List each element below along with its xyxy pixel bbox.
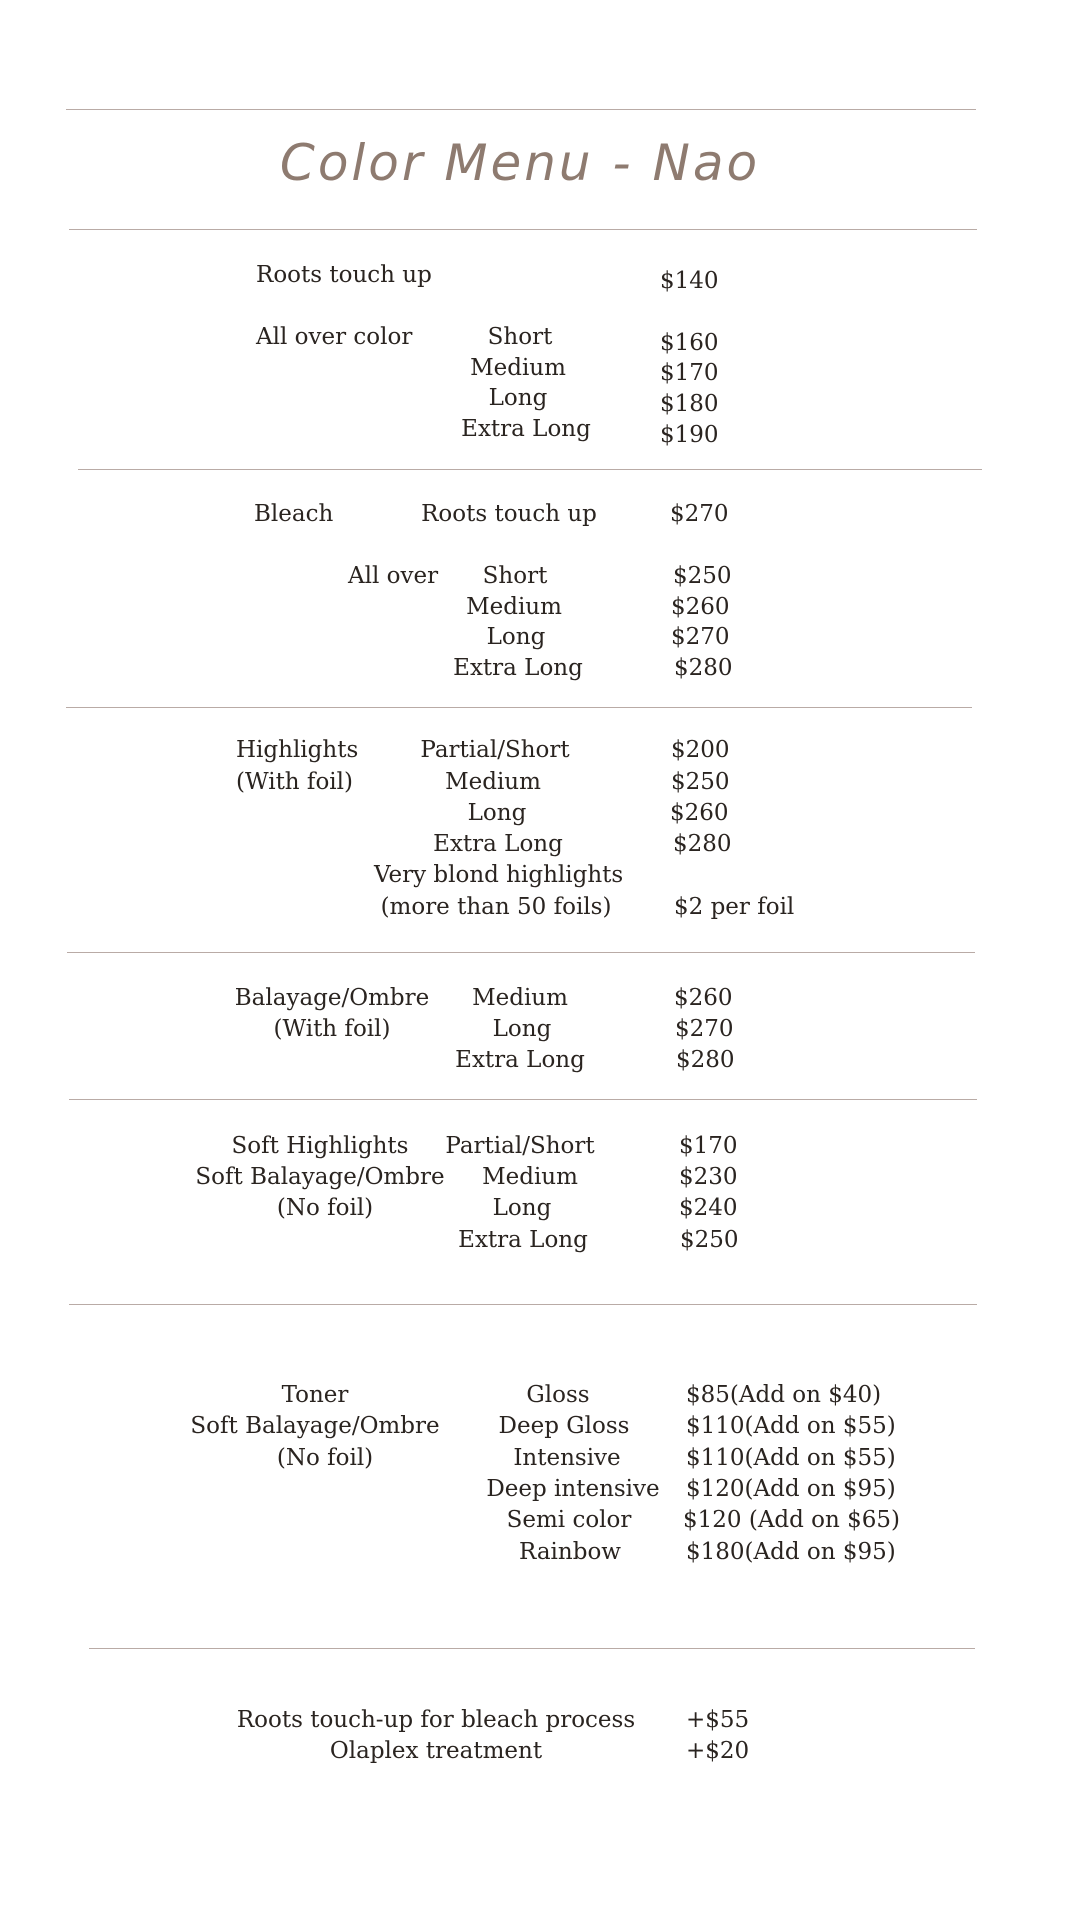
section-divider bbox=[69, 1304, 977, 1305]
highlights-price: $280 bbox=[673, 831, 732, 857]
title-bottom-rule bbox=[69, 229, 977, 230]
toner-price: $120 (Add on $65) bbox=[683, 1507, 901, 1533]
toner-price: $85(Add on $40) bbox=[686, 1382, 882, 1408]
toner-option: Deep Gloss bbox=[498, 1413, 630, 1439]
all-over-color-length: Extra Long bbox=[461, 416, 591, 442]
all-over-color-length: Medium bbox=[470, 355, 566, 381]
all-over-color-price: $170 bbox=[660, 360, 719, 386]
balayage-label: (With foil) bbox=[273, 1016, 391, 1042]
balayage-option: Medium bbox=[472, 985, 568, 1011]
toner-option: Gloss bbox=[526, 1382, 590, 1408]
bleach-label: Bleach bbox=[254, 501, 334, 527]
section-divider bbox=[69, 1099, 977, 1100]
balayage-price: $280 bbox=[676, 1047, 735, 1073]
very-blond-label: Very blond highlights bbox=[374, 862, 624, 888]
addon-price: +$20 bbox=[686, 1738, 750, 1764]
highlights-price: $260 bbox=[670, 800, 729, 826]
very-blond-price: $2 per foil bbox=[674, 894, 795, 920]
all-over-color-label: All over color bbox=[256, 324, 413, 350]
bleach-length: Short bbox=[482, 563, 548, 589]
balayage-price: $270 bbox=[675, 1016, 734, 1042]
all-over-color-length: Short bbox=[487, 324, 553, 350]
toner-price: $110(Add on $55) bbox=[686, 1413, 896, 1439]
soft-highlights-price: $170 bbox=[679, 1133, 738, 1159]
addon-label: Olaplex treatment bbox=[329, 1738, 543, 1764]
all-over-color-price: $180 bbox=[660, 391, 719, 417]
toner-price: $110(Add on $55) bbox=[686, 1445, 896, 1471]
all-over-color-length: Long bbox=[488, 385, 548, 411]
toner-price: $120(Add on $95) bbox=[686, 1476, 896, 1502]
highlights-price: $200 bbox=[671, 737, 730, 763]
bleach-price: $250 bbox=[673, 563, 732, 589]
highlights-price: $250 bbox=[671, 769, 730, 795]
toner-label: Soft Balayage/Ombre bbox=[190, 1413, 440, 1439]
bleach-length: Medium bbox=[466, 594, 562, 620]
toner-option: Semi color bbox=[506, 1507, 632, 1533]
bleach-roots-price: $270 bbox=[670, 501, 729, 527]
soft-highlights-option: Medium bbox=[482, 1164, 578, 1190]
soft-highlights-option: Long bbox=[492, 1195, 552, 1221]
bleach-all-over-label: All over bbox=[348, 563, 439, 589]
toner-label: (No foil) bbox=[276, 1445, 374, 1471]
highlights-option: Medium bbox=[445, 769, 541, 795]
roots-touch-up-label: Roots touch up bbox=[256, 262, 432, 288]
section-divider bbox=[89, 1648, 975, 1649]
toner-label: Toner bbox=[281, 1382, 349, 1408]
toner-option: Rainbow bbox=[519, 1539, 621, 1565]
balayage-price: $260 bbox=[674, 985, 733, 1011]
very-blond-label: (more than 50 foils) bbox=[380, 894, 612, 920]
soft-highlights-price: $240 bbox=[679, 1195, 738, 1221]
highlights-option: Extra Long bbox=[433, 831, 563, 857]
toner-price: $180(Add on $95) bbox=[686, 1539, 896, 1565]
highlights-label: (With foil) bbox=[236, 769, 353, 795]
section-divider bbox=[66, 707, 972, 708]
title-top-rule bbox=[66, 109, 976, 110]
section-divider bbox=[67, 952, 975, 953]
bleach-price: $280 bbox=[674, 655, 733, 681]
soft-highlights-label: Soft Balayage/Ombre bbox=[195, 1164, 445, 1190]
addon-label: Roots touch-up for bleach process bbox=[236, 1707, 636, 1733]
addon-price: +$55 bbox=[686, 1707, 750, 1733]
soft-highlights-option: Extra Long bbox=[458, 1227, 588, 1253]
bleach-price: $270 bbox=[671, 624, 730, 650]
soft-highlights-price: $230 bbox=[679, 1164, 738, 1190]
bleach-length: Extra Long bbox=[453, 655, 583, 681]
bleach-length: Long bbox=[486, 624, 546, 650]
toner-option: Intensive bbox=[513, 1445, 621, 1471]
toner-option: Deep intensive bbox=[486, 1476, 660, 1502]
bleach-price: $260 bbox=[671, 594, 730, 620]
roots-touch-up-price: $140 bbox=[660, 268, 719, 294]
section-divider bbox=[78, 469, 982, 470]
balayage-option: Extra Long bbox=[455, 1047, 585, 1073]
balayage-option: Long bbox=[492, 1016, 552, 1042]
all-over-color-price: $160 bbox=[660, 330, 719, 356]
balayage-label: Balayage/Ombre bbox=[234, 985, 430, 1011]
soft-highlights-option: Partial/Short bbox=[445, 1133, 595, 1159]
bleach-roots-label: Roots touch up bbox=[421, 501, 597, 527]
highlights-label: Highlights bbox=[236, 737, 359, 763]
highlights-option: Long bbox=[467, 800, 527, 826]
page-title: Color Menu - Nao bbox=[279, 134, 761, 192]
soft-highlights-price: $250 bbox=[680, 1227, 739, 1253]
soft-highlights-label: Soft Highlights bbox=[231, 1133, 409, 1159]
all-over-color-price: $190 bbox=[660, 422, 719, 448]
highlights-option: Partial/Short bbox=[420, 737, 570, 763]
soft-highlights-label: (No foil) bbox=[276, 1195, 374, 1221]
